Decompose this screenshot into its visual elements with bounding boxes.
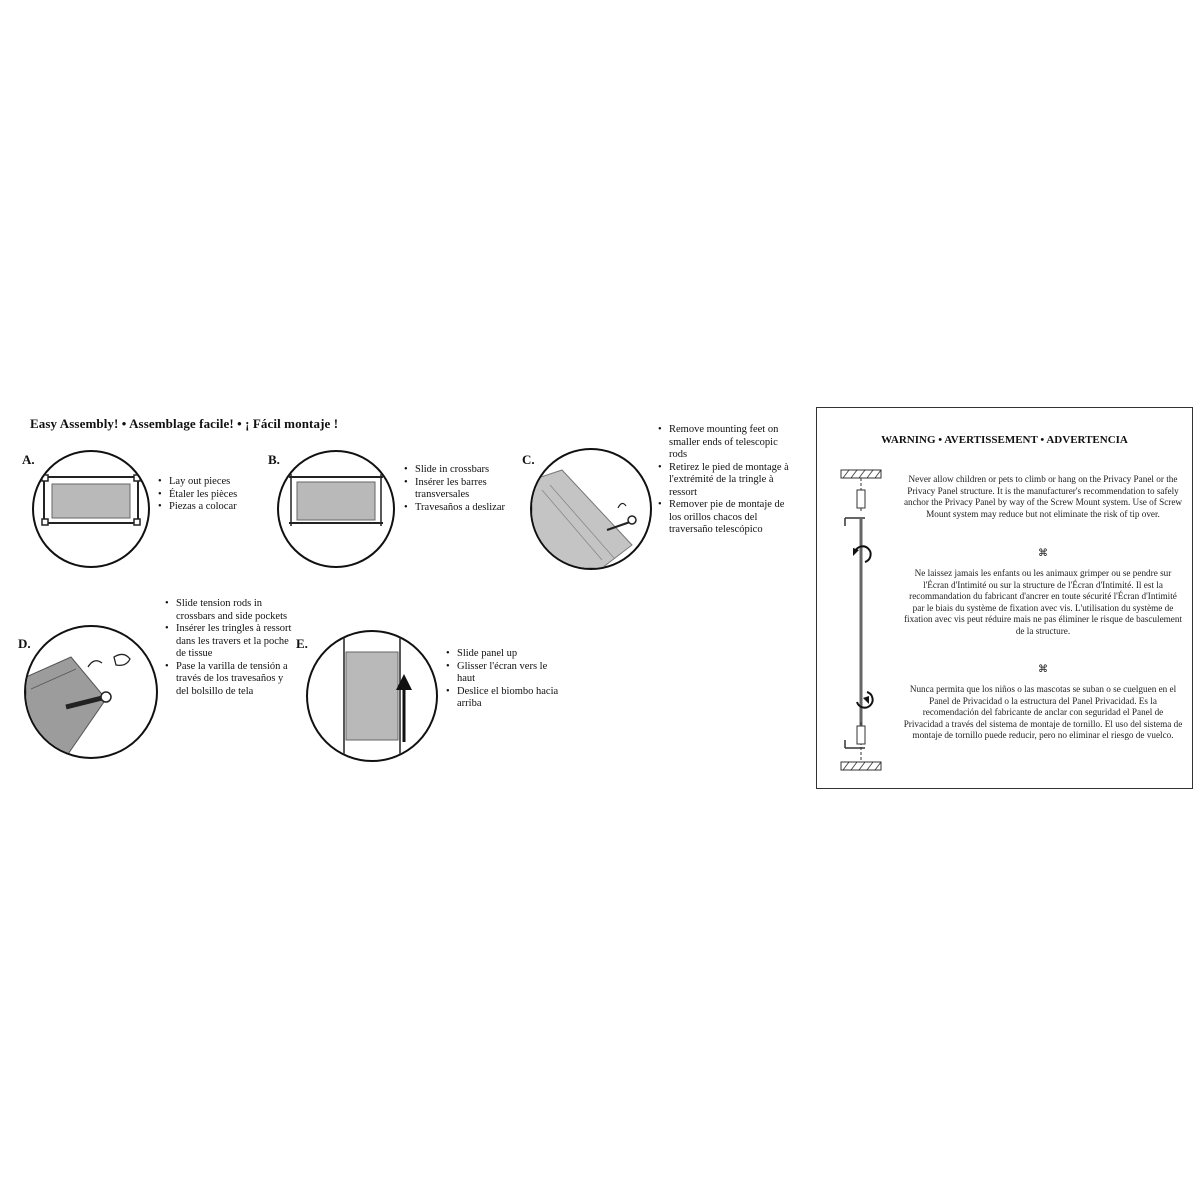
step-c-illustration (530, 448, 652, 570)
step-e-letter: E. (296, 636, 308, 651)
bullet: • Remove mounting feet on smaller ends of telescopic rods (658, 424, 790, 462)
bullet: • Slide in crossbars (404, 464, 514, 477)
bullet: • Slide tension rods in crossbars and side pockets (165, 598, 293, 623)
bullet: • Remover pie de montaje de los orillos chacos del traversaño telescópico (658, 499, 790, 537)
bullet: • Étaler les pièces (158, 489, 268, 502)
bullet: • Retirez le pied de montage à l'extrémité de la tringle à ressort (658, 462, 790, 500)
step-a-letter: A. (22, 452, 35, 467)
step-b-bullets (404, 464, 514, 514)
bullet: • Lay out pieces (158, 476, 268, 489)
separator-icon: ⌘ (1038, 664, 1048, 675)
bullet: • Glisser l'écran vers le haut (446, 661, 562, 686)
mounting-feet-icon (532, 450, 650, 568)
warning-box (816, 407, 1193, 789)
step-b-letter: B. (268, 452, 280, 467)
page-title: Easy Assembly! • Assemblage facile! • ¡ Fácil montaje ! (30, 416, 339, 431)
crossbar-slide-icon (279, 452, 393, 566)
step-d-letter: D. (18, 636, 31, 651)
bullet: • Piezas a colocar (158, 501, 268, 514)
step-e-illustration (306, 630, 438, 762)
panel-up-icon (308, 632, 436, 760)
warning-paragraph-fr: Ne laissez jamais les enfants ou les animaux grimper ou se pendre sur l'Écran d'Intimité ou sur la structure de l'Écran d'Intimité. Il est la recommandation du fabricant d'ancrer en toute sécurité l'Écran d'Intimité par le biais du système de fixation avec vis. L'utilisation du système de fixation avec vis peut réduire mais ne pas éliminer le risque de basculement de la structure. (903, 568, 1183, 636)
bullet: • Slide panel up (446, 648, 562, 661)
bullet: • Travesaños a deslizar (404, 502, 514, 515)
step-b-illustration (277, 450, 395, 568)
bullet: • Insérer les barres transversales (404, 477, 514, 502)
step-c-letter: C. (522, 452, 535, 467)
bullet: • Deslice el biombo hacia arriba (446, 686, 562, 711)
warning-paragraph-en: Never allow children or pets to climb or hang on the Privacy Panel or the Privacy Panel structure. It is the manufacturer's recommendation to safely anchor the Privacy Panel by way of the Screw Mount system. Use of Screw Mount system may reduce but not eliminate the risk of tip over. (903, 474, 1183, 519)
step-e-bullets (446, 648, 562, 711)
screw-mount-diagram-icon (831, 460, 891, 786)
warning-title: WARNING • AVERTISSEMENT • ADVERTENCIA (881, 434, 1128, 446)
bullet: • Insérer les tringles à ressort dans les travers et la poche de tissue (165, 623, 293, 661)
bullet: • Pase la varilla de tensión a través de los travesaños y del bolsillo de tela (165, 661, 293, 699)
step-d-illustration (24, 625, 158, 759)
step-a-illustration (32, 450, 150, 568)
step-a-bullets (158, 476, 268, 514)
step-d-bullets (165, 598, 293, 698)
warning-paragraph-es: Nunca permita que los niños o las mascotas se suban o se cuelguen en el Panel de Privacidad o la estructura del Panel Privacidad. Es la recomendación del fabricante de anclar con seguridad el Panel de Privacidad a través del sistema de montaje de tornillo. El uso del sistema de montaje de tornillo puede reducir, pero no eliminar el riesgo de vuelco. (903, 684, 1183, 741)
panel-frame-icon (34, 452, 148, 566)
tension-rod-icon (26, 627, 156, 757)
step-c-bullets (658, 424, 790, 537)
separator-icon: ⌘ (1038, 548, 1048, 559)
